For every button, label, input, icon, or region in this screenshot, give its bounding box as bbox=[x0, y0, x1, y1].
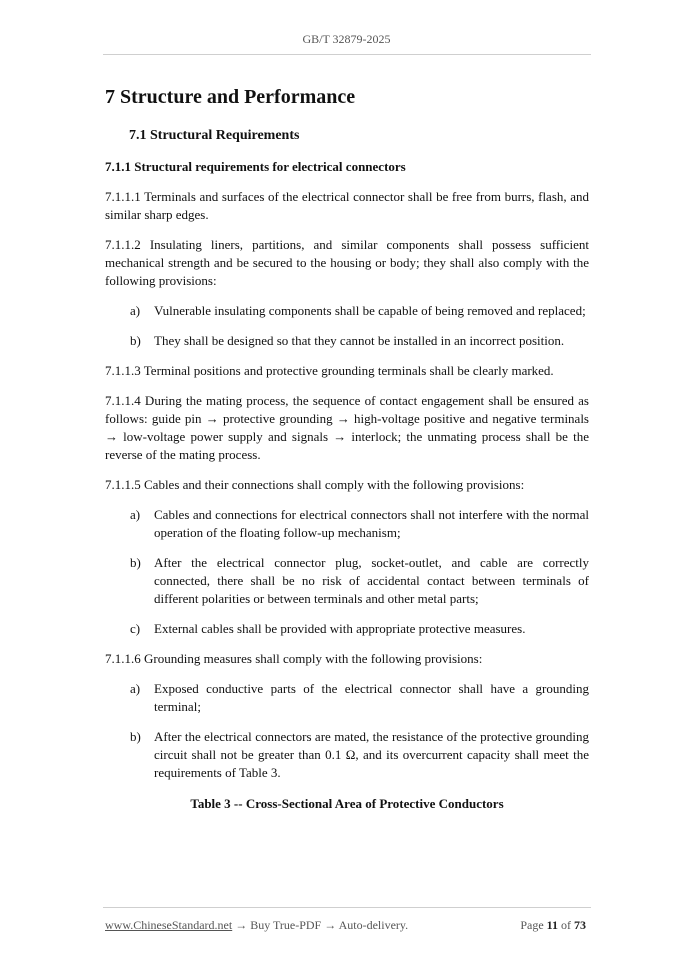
delivery-text: Auto-delivery. bbox=[338, 918, 409, 932]
clause-7-1-1-1: 7.1.1.1 Terminals and surfaces of the electrical connector shall be free from burrs, flash, and similar sharp edges. bbox=[105, 189, 589, 222]
list-item bbox=[130, 728, 589, 782]
list-item bbox=[130, 506, 589, 542]
list-item-mark: b) bbox=[130, 333, 141, 348]
list-item-text: Vulnerable insulating components shall be capable of being removed and replaced; bbox=[154, 303, 586, 318]
header-divider bbox=[103, 54, 591, 55]
clause-7-1-1-2: 7.1.1.2 Insulating liners, partitions, and similar components shall possess sufficient mechanical strength and be secured to the housing or body; they shall also comply with the following provisions: bbox=[105, 237, 589, 288]
list-item-mark: b) bbox=[130, 729, 141, 744]
clause-7-1-1-3: 7.1.1.3 Terminal positions and protective grounding terminals shall be clearly marked. bbox=[105, 363, 554, 378]
clause-7-1-1-5: 7.1.1.5 Cables and their connections shall comply with the following provisions: bbox=[105, 477, 525, 492]
list-item-text: After the electrical connectors are mated, the resistance of the protective grounding circuit shall not be greater than 0.1 Ω, and its overcurrent capacity shall meet the requirements of Table 3. bbox=[154, 729, 589, 780]
page-number bbox=[520, 918, 586, 933]
list-item-mark: b) bbox=[130, 555, 141, 570]
page-word: Page bbox=[520, 918, 544, 932]
current-page: 11 bbox=[546, 918, 558, 932]
header-doc-code: GB/T 32879-2025 bbox=[302, 32, 391, 46]
list-item-text: After the electrical connector plug, socket-outlet, and cable are correctly connected, there shall be no risk of accidental contact between terminals of different polarities or between terminals and other metal parts; bbox=[154, 555, 589, 606]
footer-divider bbox=[103, 907, 591, 908]
list-item-text: They shall be designed so that they cannot be installed in an incorrect position. bbox=[154, 333, 565, 348]
table-caption: Table 3 -- Cross-Sectional Area of Protective Conductors bbox=[190, 796, 504, 811]
list-item-mark: a) bbox=[130, 303, 141, 318]
arrow-right-icon: → bbox=[324, 918, 337, 932]
clause-7-1-1-6: 7.1.1.6 Grounding measures shall comply with the following provisions: bbox=[105, 651, 483, 666]
list-item-text: External cables shall be provided with appropriate protective measures. bbox=[154, 621, 526, 636]
clause-title: 7.1.1 Structural requirements for electrical connectors bbox=[105, 159, 406, 174]
page-content bbox=[105, 84, 589, 813]
list-item-text: Exposed conductive parts of the electrical connector shall have a grounding terminal; bbox=[154, 681, 589, 714]
list-item-mark: c) bbox=[130, 621, 141, 636]
list-item-mark: a) bbox=[130, 681, 141, 696]
site-link[interactable]: www.ChineseStandard.net bbox=[105, 918, 233, 932]
footer-promo bbox=[105, 918, 408, 933]
list-item bbox=[130, 554, 589, 608]
list-item-text: Cables and connections for electrical connectors shall not interfere with the normal operation of the floating follow-up mechanism; bbox=[154, 507, 589, 540]
subsection-title: 7.1 Structural Requirements bbox=[129, 128, 300, 143]
section-title: 7 Structure and Performance bbox=[105, 86, 356, 108]
list-item bbox=[130, 620, 589, 638]
of-word: of bbox=[561, 918, 571, 932]
list-item-mark: a) bbox=[130, 507, 141, 522]
buy-text: Buy True-PDF bbox=[250, 918, 322, 932]
list-item bbox=[130, 680, 589, 716]
list-item bbox=[130, 302, 589, 320]
clause-7-1-1-4: 7.1.1.4 During the mating process, the sequence of contact engagement shall be ensured as follows: guide pin → protective grounding → high-voltage positive and negative terminals → low-voltage power supply and signals → interlock; the unmating process shall be the reverse of the mating process. bbox=[105, 393, 589, 462]
total-pages: 73 bbox=[574, 918, 586, 932]
arrow-right-icon: → bbox=[235, 918, 248, 932]
list-item bbox=[130, 332, 589, 350]
